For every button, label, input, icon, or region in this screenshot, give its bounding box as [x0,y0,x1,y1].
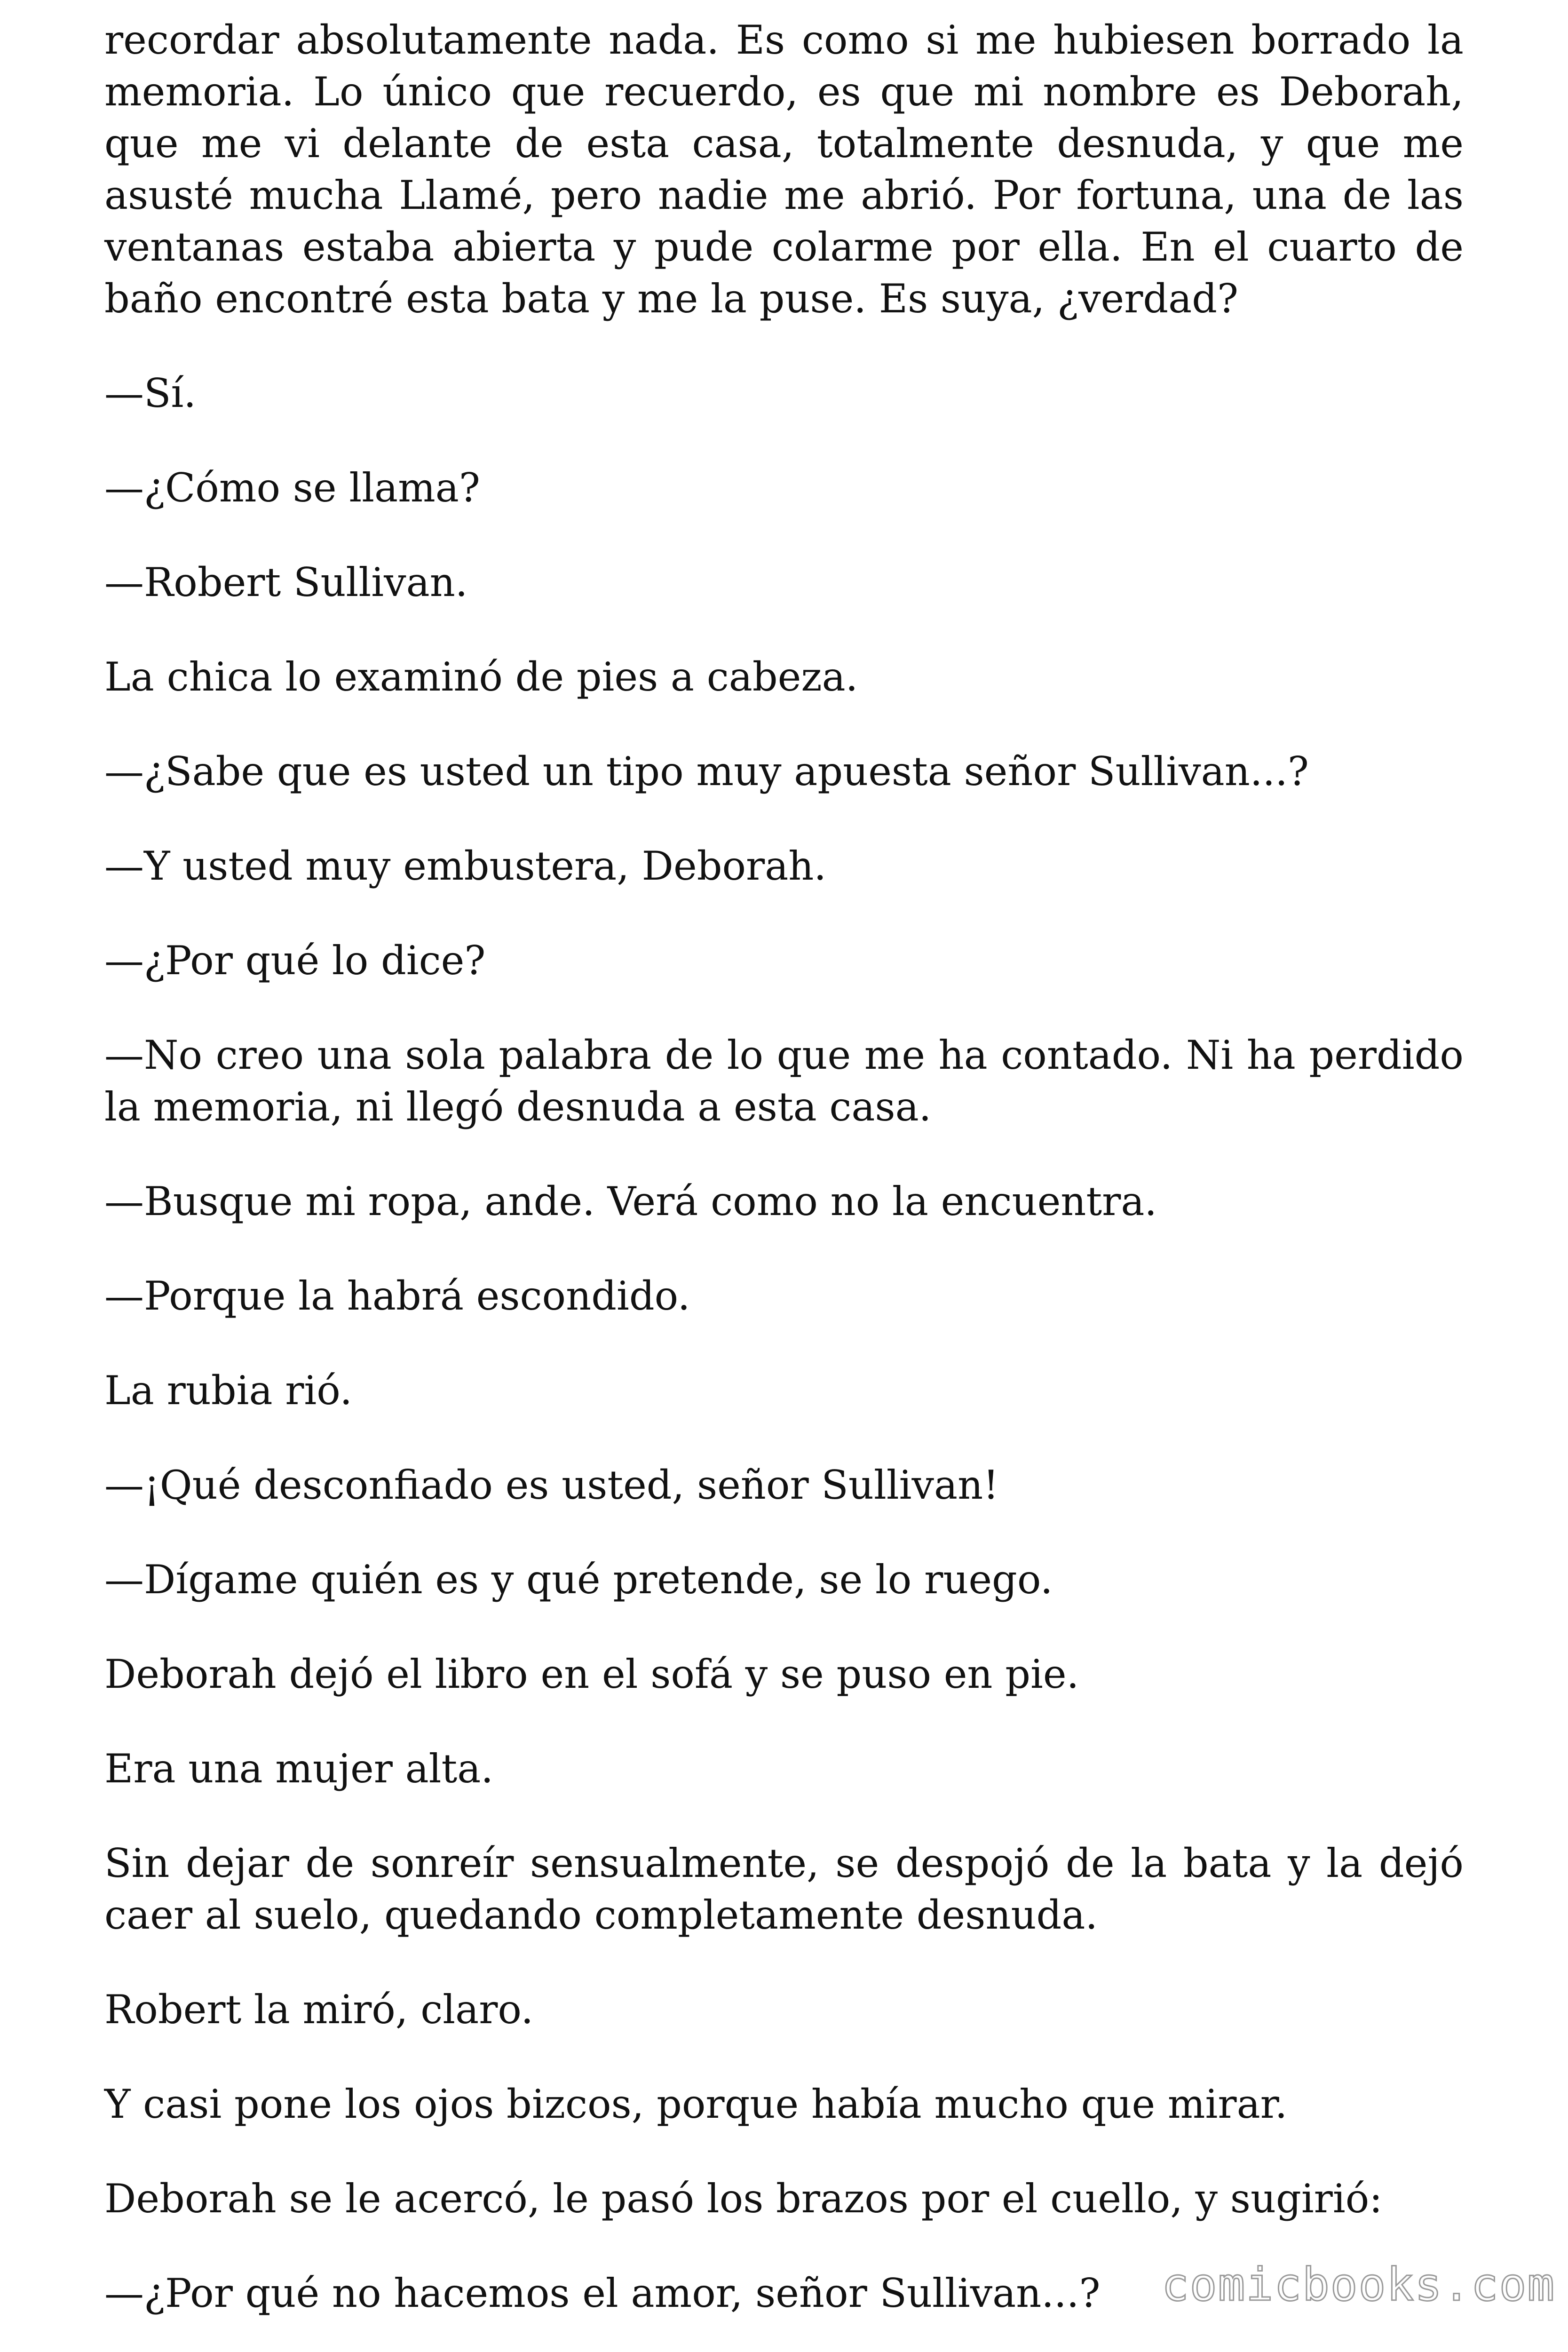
text-column [104,14,1464,2352]
paragraph: Robert la miró, claro. [104,1986,534,2033]
paragraph: La chica lo examinó de pies a cabeza. [104,654,858,700]
paragraph: —¿Por qué lo dice? [104,938,486,984]
paragraph: Sin dejar de sonreír sensualmente, se despojó de la bata y la dejó caer al suelo, quedando completamente desnuda. [104,1840,1464,1938]
paragraph: —Porque la habrá escondido. [104,1273,690,1319]
paragraph: —¿Sabe que es usted un tipo muy apuesta señor Sullivan...? [104,748,1309,795]
paragraph: Y casi pone los ojos bizcos, porque había mucho que mirar. [104,2081,1288,2127]
paragraph: —Y usted muy embustera, Deborah. [104,843,827,889]
watermark: comicbooks.com [1162,2258,1556,2311]
paragraph: —¡Qué desconfiado es usted, señor Sullivan! [104,1462,999,1508]
paragraph: —No creo una sola palabra de lo que me ha contado. Ni ha perdido la memoria, ni llegó desnuda a esta casa. [104,1032,1464,1130]
paragraph: Deborah dejó el libro en el sofá y se puso en pie. [104,1651,1079,1697]
paragraph: Era una mujer alta. [104,1746,494,1792]
paragraph: —¿Cómo se llama? [104,465,480,511]
paragraph: La rubia rió. [104,1367,353,1414]
paragraph: —Busque mi ropa, ande. Verá como no la encuentra. [104,1178,1157,1224]
paragraph: —Robert Sullivan. [104,559,468,605]
paragraph: recordar absolutamente nada. Es como si me hubiesen borrado la memoria. Lo único que recuerdo, es que mi nombre es Deborah, que me vi delante de esta casa, totalmente desnuda, y que me asusté mucha Llamé, pero nadie me abrió. Por fortuna, una de las ventanas estaba abierta y pude colarme por ella. En el cuarto de baño encontré esta bata y me la puse. Es suya, ¿verdad? [104,17,1464,322]
paragraph: —Dígame quién es y qué pretende, se lo ruego. [104,1557,1053,1603]
paragraph: —¿Por qué no hacemos el amor, señor Sullivan...? [104,2270,1101,2316]
paragraph: Deborah se le acercó, le pasó los brazos por el cuello, y sugirió: [104,2176,1383,2222]
paragraph: —Sí. [104,370,197,416]
